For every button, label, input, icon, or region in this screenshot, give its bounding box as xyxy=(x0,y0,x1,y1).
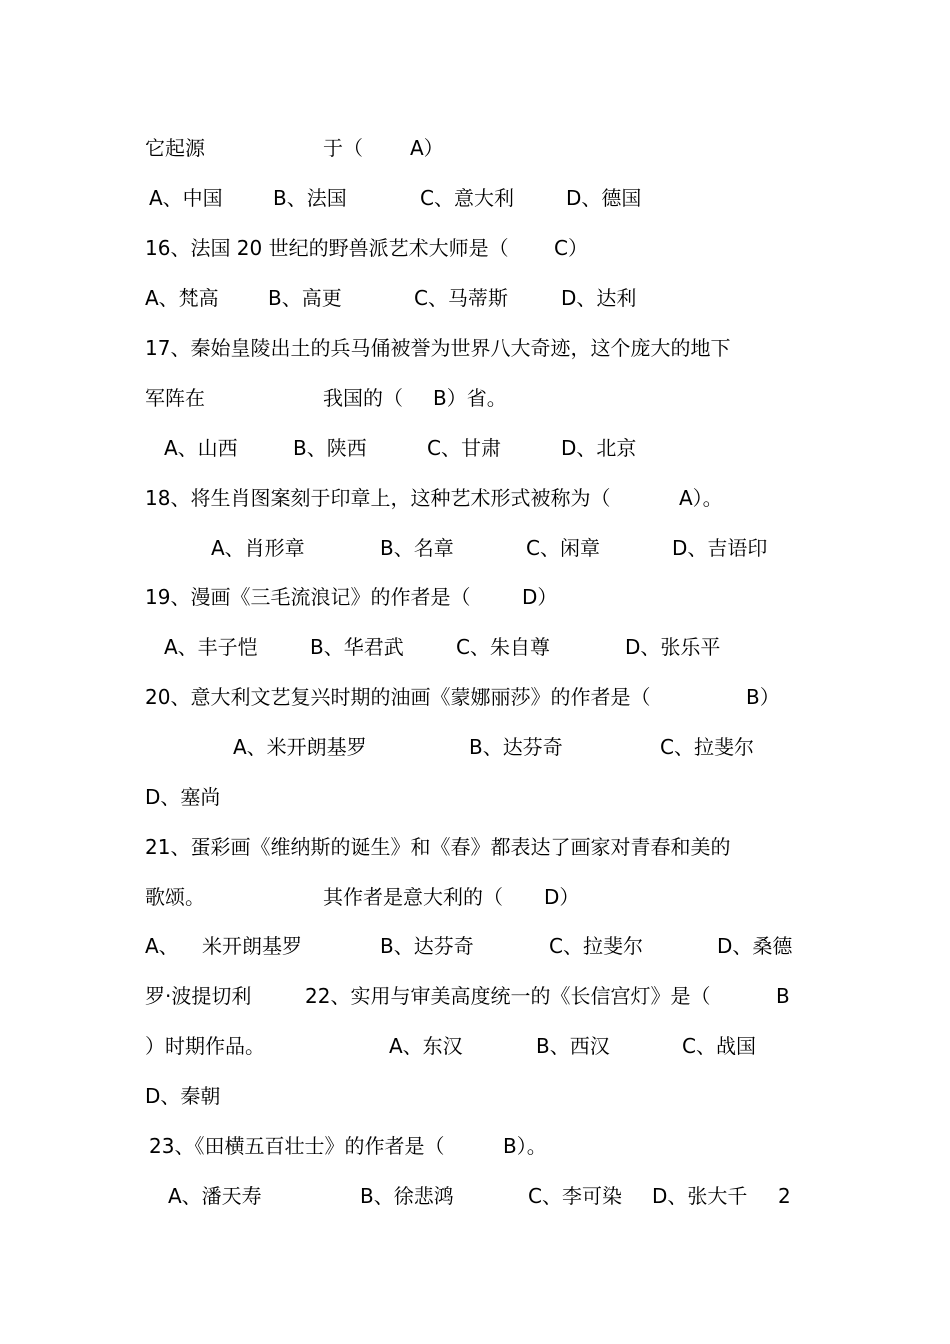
option-a: A、东汉 xyxy=(389,1034,463,1058)
question-text: 17、秦始皇陵出土的兵马俑被誉为世界八大奇迹，这个庞大的地下 xyxy=(145,336,731,360)
question-text: 22、实用与审美高度统一的《长信宫灯》是（ xyxy=(305,984,711,1008)
option-a: A、中国 xyxy=(149,186,223,210)
option-b: B、高更 xyxy=(268,286,342,310)
answer-text: C） xyxy=(554,236,588,260)
text-segment: 我国的（ xyxy=(323,386,403,410)
option-d: D、德国 xyxy=(566,186,642,210)
question-text: 23、《田横五百壮士》的作者是（ xyxy=(149,1134,445,1158)
question-text: 20、意大利文艺复兴时期的油画《蒙娜丽莎》的作者是（ xyxy=(145,685,651,709)
option-a: A、山西 xyxy=(164,436,238,460)
answer-text: B）。 xyxy=(503,1134,547,1158)
option-d: D、张大千 xyxy=(652,1184,748,1208)
option-a-text: 米开朗基罗 xyxy=(202,934,302,958)
answer-text: D） xyxy=(544,885,580,909)
option-d: D、秦朝 xyxy=(145,1084,221,1108)
text-segment: 军阵在 xyxy=(145,386,205,410)
option-d: D、桑德 xyxy=(717,934,793,958)
text-segment: 于（ xyxy=(323,136,363,160)
option-b: B、达芬奇 xyxy=(469,735,563,759)
next-question-number: 2 xyxy=(778,1184,791,1208)
option-c: C、战国 xyxy=(682,1034,756,1058)
option-b: B、陕西 xyxy=(293,436,367,460)
question-text: 18、将生肖图案刻于印章上，这种艺术形式被称为（ xyxy=(145,486,611,510)
answer-text: A）。 xyxy=(679,486,723,510)
option-d: D、张乐平 xyxy=(625,635,721,659)
option-a: A、米开朗基罗 xyxy=(233,735,367,759)
answer-text: B）省。 xyxy=(433,386,507,410)
question-text: 16、法国 20 世纪的野兽派艺术大师是（ xyxy=(145,236,509,260)
option-c: C、李可染 xyxy=(528,1184,622,1208)
text-segment: 它起源 xyxy=(145,136,205,160)
option-d: D、达利 xyxy=(561,286,637,310)
option-c: C、甘肃 xyxy=(427,436,501,460)
option-b: B、达芬奇 xyxy=(380,934,474,958)
question-text: 19、漫画《三毛流浪记》的作者是（ xyxy=(145,585,471,609)
answer-text: D） xyxy=(522,585,558,609)
option-b: B、华君武 xyxy=(310,635,404,659)
answer-text: B xyxy=(776,984,790,1008)
option-d: D、吉语印 xyxy=(672,536,768,560)
answer-text: A） xyxy=(410,136,444,160)
answer-text: B） xyxy=(746,685,780,709)
option-b: B、名章 xyxy=(380,536,454,560)
option-c: C、马蒂斯 xyxy=(414,286,508,310)
option-c: C、朱自尊 xyxy=(456,635,550,659)
text-segment: 其作者是意大利的（ xyxy=(323,885,503,909)
option-a: A、梵高 xyxy=(145,286,219,310)
option-d: D、塞尚 xyxy=(145,785,221,809)
option-c: C、拉斐尔 xyxy=(660,735,754,759)
option-b: B、徐悲鸿 xyxy=(360,1184,454,1208)
option-a-label: A、 xyxy=(145,934,179,958)
option-a: A、潘天寿 xyxy=(168,1184,262,1208)
option-c: C、意大利 xyxy=(420,186,514,210)
question-text: 21、蛋彩画《维纳斯的诞生》和《春》都表达了画家对青春和美的 xyxy=(145,835,731,859)
option-d: D、北京 xyxy=(561,436,637,460)
question-text-cont: ）时期作品。 xyxy=(145,1034,265,1058)
option-c: C、拉斐尔 xyxy=(549,934,643,958)
option-a: A、肖形章 xyxy=(211,536,305,560)
option-a: A、丰子恺 xyxy=(164,635,258,659)
option-d-cont: 罗·波提切利 xyxy=(145,984,252,1008)
option-c: C、闲章 xyxy=(526,536,600,560)
option-b: B、法国 xyxy=(273,186,347,210)
option-b: B、西汉 xyxy=(536,1034,610,1058)
text-segment: 歌颂。 xyxy=(145,885,205,909)
